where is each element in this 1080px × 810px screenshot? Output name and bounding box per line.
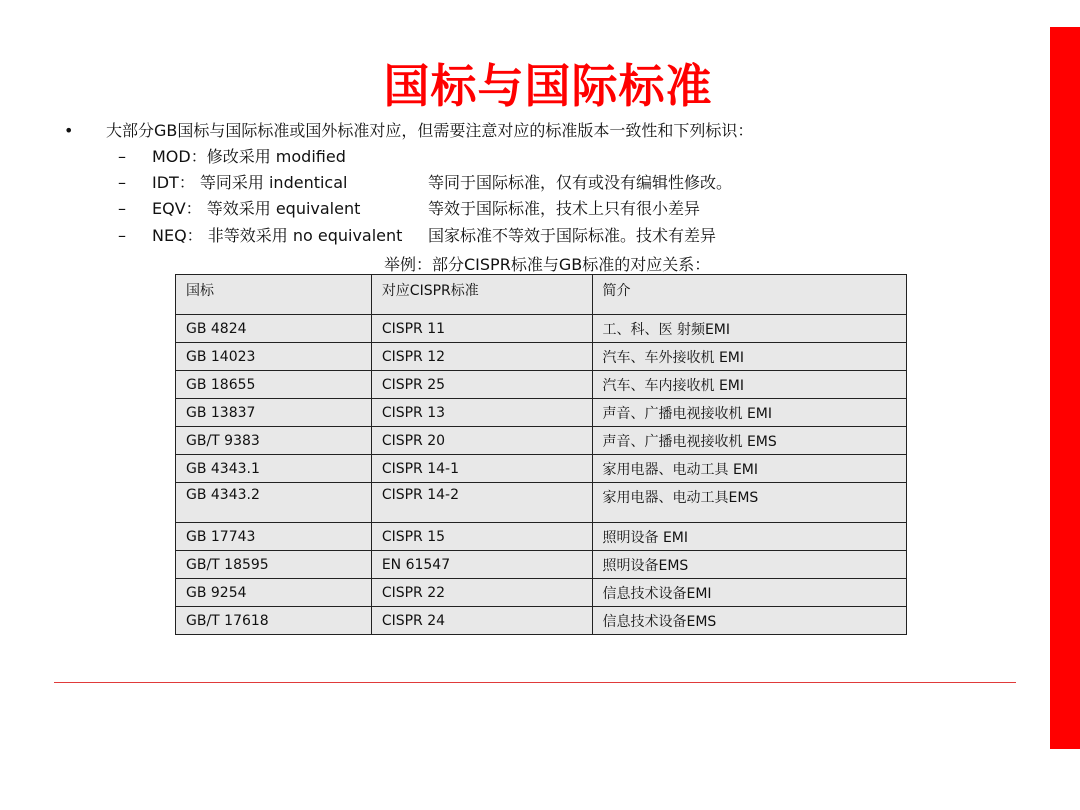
cell-intro: 家用电器、电动工具 EMI bbox=[592, 455, 907, 483]
cell-gb: GB 4343.2 bbox=[176, 483, 372, 523]
table-row bbox=[176, 427, 907, 455]
cell-intro: 声音、广播电视接收机 EMI bbox=[592, 399, 907, 427]
table-caption: 举例：部分CISPR标准与GB标准的对应关系： bbox=[384, 255, 711, 274]
item-label: EQV： 等效采用 equivalent bbox=[152, 199, 361, 218]
cell-gb: GB 17743 bbox=[176, 523, 372, 551]
cell-intro: 照明设备 EMI bbox=[592, 523, 907, 551]
table-row bbox=[176, 343, 907, 371]
cell-intro: 家用电器、电动工具EMS bbox=[592, 483, 907, 523]
table-row bbox=[176, 399, 907, 427]
cell-cispr: CISPR 13 bbox=[371, 399, 592, 427]
item-desc: 等同于国际标准，仅有或没有编辑性修改。 bbox=[428, 173, 733, 192]
header-cell-cispr: 对应CISPR标准 bbox=[371, 275, 592, 315]
cell-gb: GB/T 18595 bbox=[176, 551, 372, 579]
dash-icon: – bbox=[118, 147, 126, 166]
cell-cispr: CISPR 25 bbox=[371, 371, 592, 399]
table-row bbox=[176, 455, 907, 483]
cell-gb: GB 4824 bbox=[176, 315, 372, 343]
table-row bbox=[176, 551, 907, 579]
intro-bullet bbox=[64, 120, 753, 142]
cell-cispr: CISPR 14-1 bbox=[371, 455, 592, 483]
table-row bbox=[176, 579, 907, 607]
table-row bbox=[176, 315, 907, 343]
table-row bbox=[176, 523, 907, 551]
cell-gb: GB 4343.1 bbox=[176, 455, 372, 483]
cell-intro: 汽车、车外接收机 EMI bbox=[592, 343, 907, 371]
item-label: NEQ： 非等效采用 no equivalent bbox=[152, 226, 403, 245]
cell-intro: 工、科、医 射频EMI bbox=[592, 315, 907, 343]
header-cell-gb: 国标 bbox=[176, 275, 372, 315]
cell-cispr: EN 61547 bbox=[371, 551, 592, 579]
cell-gb: GB/T 9383 bbox=[176, 427, 372, 455]
item-desc: 等效于国际标准，技术上只有很小差异 bbox=[428, 199, 701, 218]
cell-intro: 信息技术设备EMS bbox=[592, 607, 907, 635]
cell-cispr: CISPR 14-2 bbox=[371, 483, 592, 523]
cell-gb: GB 14023 bbox=[176, 343, 372, 371]
item-desc: 国家标准不等效于国际标准。技术有差异 bbox=[428, 226, 717, 245]
item-label: MOD：修改采用 modified bbox=[152, 147, 346, 166]
cell-intro: 照明设备EMS bbox=[592, 551, 907, 579]
dash-icon: – bbox=[118, 173, 126, 192]
cell-gb: GB 9254 bbox=[176, 579, 372, 607]
table-header-row bbox=[176, 275, 907, 315]
item-label: IDT： 等同采用 indentical bbox=[152, 173, 348, 192]
cell-gb: GB/T 17618 bbox=[176, 607, 372, 635]
cell-gb: GB 18655 bbox=[176, 371, 372, 399]
header-cell-intro: 简介 bbox=[592, 275, 907, 315]
cell-cispr: CISPR 11 bbox=[371, 315, 592, 343]
page-title: 国标与国际标准 bbox=[383, 59, 713, 113]
cell-cispr: CISPR 22 bbox=[371, 579, 592, 607]
bullet-icon: • bbox=[64, 121, 74, 140]
cell-cispr: CISPR 20 bbox=[371, 427, 592, 455]
cell-intro: 信息技术设备EMI bbox=[592, 579, 907, 607]
cell-intro: 声音、广播电视接收机 EMS bbox=[592, 427, 907, 455]
dash-icon: – bbox=[118, 199, 126, 218]
footer-divider bbox=[54, 682, 1016, 683]
cell-cispr: CISPR 15 bbox=[371, 523, 592, 551]
red-side-bar bbox=[1050, 27, 1080, 749]
cell-intro: 汽车、车内接收机 EMI bbox=[592, 371, 907, 399]
table-row bbox=[176, 483, 907, 523]
cell-cispr: CISPR 24 bbox=[371, 607, 592, 635]
cell-gb: GB 13837 bbox=[176, 399, 372, 427]
dash-icon: – bbox=[118, 226, 126, 245]
table-row bbox=[176, 607, 907, 635]
table-row bbox=[176, 371, 907, 399]
cell-cispr: CISPR 12 bbox=[371, 343, 592, 371]
intro-text: 大部分GB国标与国际标准或国外标准对应，但需要注意对应的标准版本一致性和下列标识： bbox=[106, 121, 754, 140]
standards-table bbox=[175, 274, 907, 635]
